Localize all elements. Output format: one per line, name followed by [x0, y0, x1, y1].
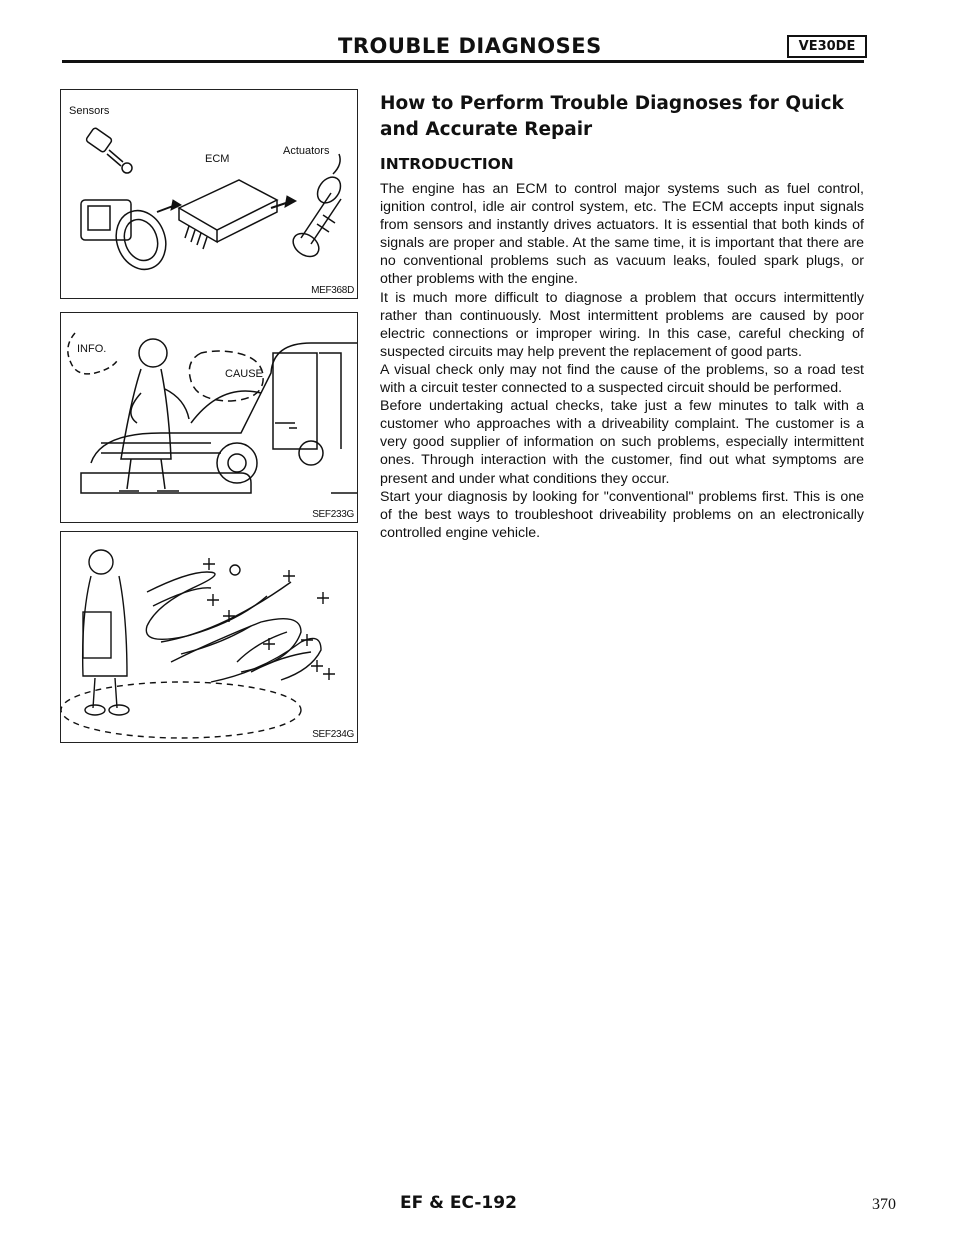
- paragraph: Start your diagnosis by looking for "conventional" problems first. This is one of the best ways to troubleshoot driveability problems on an electronically controlled engine vehicle.: [380, 488, 864, 541]
- sensors-label: Sensors: [69, 105, 110, 117]
- model-badge: VE30DE: [787, 35, 867, 58]
- page-number: 370: [872, 1196, 896, 1213]
- actuators-label: Actuators: [283, 145, 330, 157]
- figure-mechanic-car: [60, 312, 358, 523]
- wiring-illustration: [61, 532, 357, 742]
- paragraph: A visual check only may not find the cause of the problems, so a road test with a circuit tester connected to a suspected circuit should be performed.: [380, 361, 864, 397]
- figure-code: SEF234G: [312, 729, 354, 740]
- footer-section-code: EF & EC-192: [400, 1193, 517, 1213]
- ecm-label: ECM: [205, 153, 230, 165]
- introduction-body: [380, 180, 864, 542]
- paragraph: The engine has an ECM to control major systems such as fuel control, ignition control, idle air control system, etc. The ECM accepts input signals from sensors and instantly drives actuators. It is essential that both kinds of signals are proper and stable. At the same time, it is important that there are no conventional problems such as vacuum leaks, fouled spark plugs, or other problems with the engine.: [380, 181, 864, 288]
- figure-code: MEF368D: [311, 285, 354, 296]
- ecm-diagram-illustration: [61, 90, 357, 298]
- cause-label: CAUSE: [225, 368, 263, 380]
- paragraph: Before undertaking actual checks, take just a few minutes to talk with a customer who approaches with a driveability complaint. The customer is a very good supplier of information on such problems, especially intermittent ones. Through interaction with the customer, find out what symptoms are present and under what conditions they occur.: [380, 398, 864, 487]
- header-divider: [62, 60, 864, 63]
- figure-mechanic-wiring: [60, 531, 358, 743]
- info-label: INFO.: [77, 343, 107, 355]
- figure-code: SEF233G: [312, 509, 354, 520]
- section-heading: INTRODUCTION: [380, 155, 514, 173]
- page-title: How to Perform Trouble Diagnoses for Quick and Accurate Repair: [380, 93, 844, 140]
- page-header-title: TROUBLE DIAGNOSES: [338, 34, 602, 58]
- figure-ecm-signals: [60, 89, 358, 299]
- paragraph: It is much more difficult to diagnose a problem that occurs intermittently rather than continuously. Most intermittent problems are caused by poor electric connections or improper wiring. In this case, careful checking of suspected circuits may help prevent the replacement of good parts.: [380, 289, 864, 360]
